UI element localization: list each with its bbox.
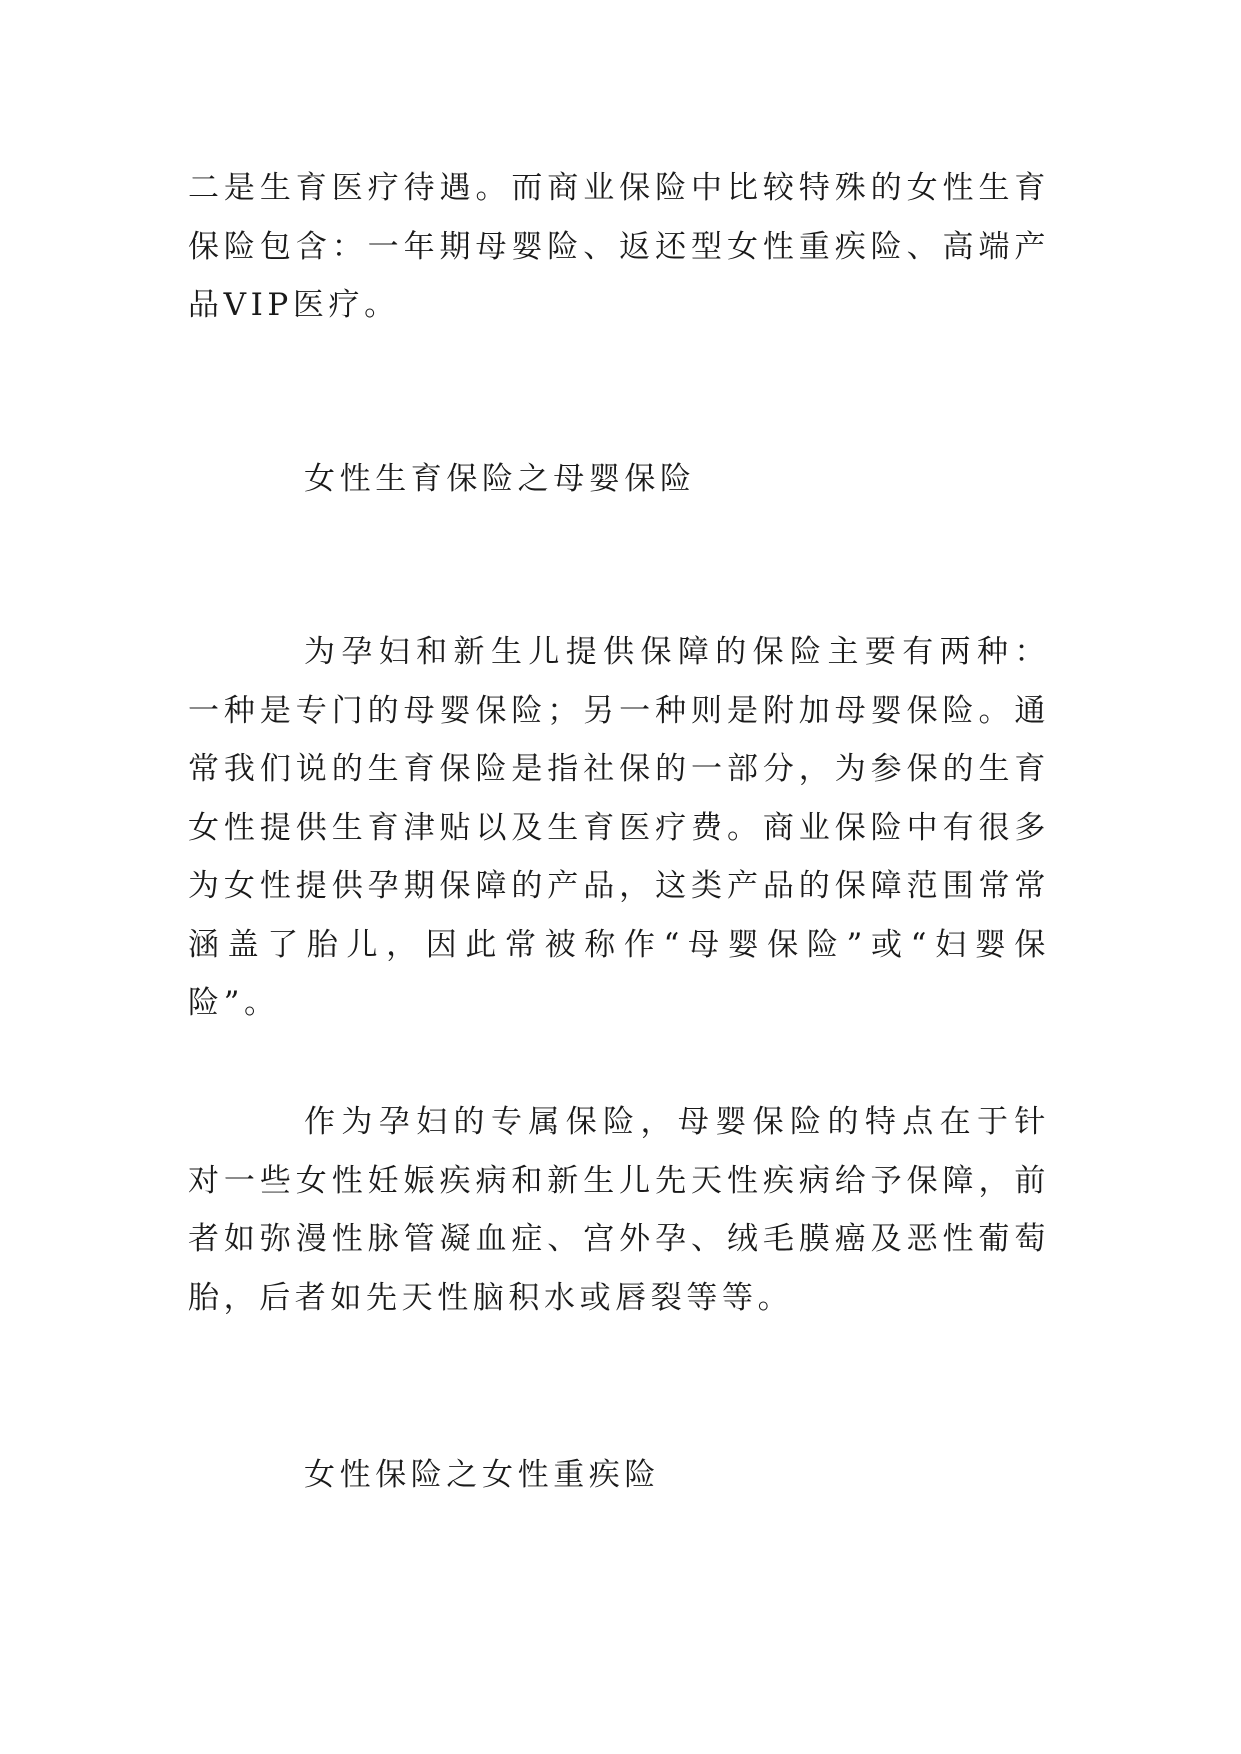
paragraph-maternal-features: 作为孕妇的专属保险，母婴保险的特点在于针对一些女性妊娠疾病和新生儿先天性疾病给予保障，前者如弥漫性脉管凝血症、宫外孕、绒毛膜癌及恶性葡萄胎，后者如先天性脑积水或唇裂等等。 xyxy=(188,1104,1050,1316)
section-heading-critical-illness: 女性保险之女性重疾险 xyxy=(304,1457,660,1493)
section-heading-maternal-insurance: 女性生育保险之母婴保险 xyxy=(304,461,696,497)
paragraph-intro: 二是生育医疗待遇。而商业保险中比较特殊的女性生育保险包含：一年期母婴险、返还型女性重疾险、高端产品VIP医疗。 xyxy=(188,170,1050,323)
paragraph-maternal-overview: 为孕妇和新生儿提供保障的保险主要有两种：一种是专门的母婴保险；另一种则是附加母婴保险。通常我们说的生育保险是指社保的一部分，为参保的生育女性提供生育津贴以及生育医疗费。商业保险中有很多为女性提供孕期保障的产品，这类产品的保障范围常常涵盖了胎儿，因此常被称作“母婴保险”或“妇婴保险”。 xyxy=(188,634,1050,1021)
